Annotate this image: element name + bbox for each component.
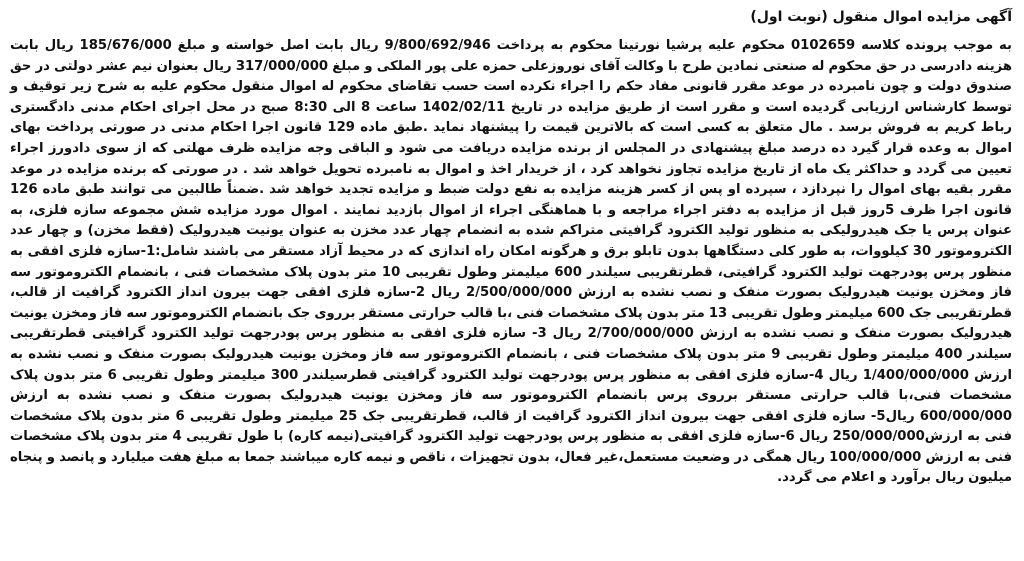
notice-body: به موجب پرونده کلاسه 0102659 محکوم علیه پرشیا نورتینا محکوم به پرداخت 9/800/692/946 ریال بابت اصل خواسته و مبلغ 185/676/000 ریال بابت هزینه دادرسی در حق محکوم له صنعتی نمادین طرح با وکالت آقای نوروزعلی حمزه علی پور الملکی و مبلغ 317/000/000 ریال بعنوان نیم عشر دولتی در حق صندوق دولت و چون نامبرده در موعد مقرر قانونی مفاد حکم را اجراء نکرده است حسب تقاضای محکوم له اموال منقول محکوم علیه به شرح زیر توقیف و توسط کارشناس ارزیابی گردیده است و مقرر است از طریق مزایده در تاریخ 1402/02/11 ساعت 8 الی 8:30 صبح در محل اجرای احکام مدنی دادگستری رباط کریم به فروش برسد . مال متعلق به کسی است که بالاترین قیمت را پیشنهاد نماید .طبق ماده 129 قانون اجرا احکام مدنی در صورتی پرداخت بهای اموال به وعده قرار گیرد ده درصد مبلغ پیشنهادی در المجلس از برنده مزایده دریافت می شود و الباقی وجه مزایده ظرف مهلتی که از سوی دادورز اجراء تعیین می گردد و حداکثر یک ماه از تاریخ مزایده تجاوز نخواهد کرد ، از خریدار اخذ و اموال به نامبرده تحویل خواهد شد . در صورتی که برنده مزایده در موعد مقرر بقیه بهای اموال را نپردازد ، سپرده او پس از کسر هزینه مزایده به نفع دولت ضبط و مزایده تجدید خواهد شد .ضمناً طالبین می توانند طبق ماده 126 قانون اجرا ظرف 5روز قبل از مزایده به دفتر اجراء مراجعه و با هماهنگی اجراء از اموال بازدید نمایند . اموال مورد مزایده شش مجموعه سازه فلزی، به عنوان پرس یا جک هیدرولیکی به منظور تولید الکترود گرافیتی متراکم شده به انضمام چهار عدد مخزن به عنوان یونیت هیدرولیک (فقط مخزن) و چهار عدد الکتروموتور 30 کیلووات، به طور کلی دستگاهها بدون تابلو برق و هرگونه امکان راه اندازی که در محیط آزاد مستقر می باشند شامل:1-سازه فلزی افقی به منظور پرس پودرجهت تولید الکترود گرافیتی، قطرتقریبی سیلندر 600 میلیمتر وطول تقریبی 10 متر بدون پلاک مشخصات فنی ، بانضمام الکتروموتور سه فاز ومخزن یونیت هیدرولیک بصورت منفک و نصب نشده به ارزش 2/500/000/000 ریال 2-سازه فلزی افقی جهت بیرون انداز الکترود گرافیت از قالب، قطرتقریبی جک 600 میلیمتر وطول تقریبی 13 متر بدون پلاک مشخصات فنی ،با قالب حرارتی مستقر برروی جک بانضمام الکتروموتور سه فاز ومخزن یونیت هیدرولیک بصورت منفک و نصب نشده به ارزش 2/700/000/000 ریال 3- سازه فلزی افقی به منظور پرس پودرجهت تولید الکترود گرافیتی قطرتقریبی سیلندر 400 میلیمتر وطول تقریبی 9 متر بدون پلاک مشخصات فنی ، بانضمام الکتروموتور سه فاز ومخزن یونیت هیدرولیک بصورت منفک و نصب نشده به ارزش 1/400/000/000 ریال 4-سازه فلزی افقی به منظور پرس پودرجهت تولید الکترود گرافیتی قطرسیلندر 300 میلیمتر وطول تقریبی 6 متر بدون پلاک مشخصات فنی،با قالب حرارتی مستقر برروی پرس بانضمام الکتروموتور سه فاز ومخزن یونیت هیدرولیک بصورت منفک و نصب نشده به ارزش 600/000/000 ریال5- سازه فلزی افقی جهت بیرون انداز الکترود گرافیت از قالب، قطرتقریبی جک 25 میلیمتر وطول تقریبی 6 متر بدون پلاک مشخصات فنی به ارزش250/000/000 ریال 6-سازه فلزی افقی به منظور پرس پودرجهت تولید الکترود گرافیتی(نیمه کاره) با طول تقریبی 4 متر بدون پلاک مشخصات فنی به ارزش 100/000/000 ریال همگی در وضعیت مستعمل،غیر فعال، بدون تجهیزات ، ناقص و نیمه کاره میباشند جمعا به مبلغ هفت میلیارد و پانصد و پنجاه میلیون ریال برآورد و اعلام می گردد. [10,38,1013,486]
notice-title: آگهی مزایده اموال منقول (نوبت اول) [750,9,1012,25]
